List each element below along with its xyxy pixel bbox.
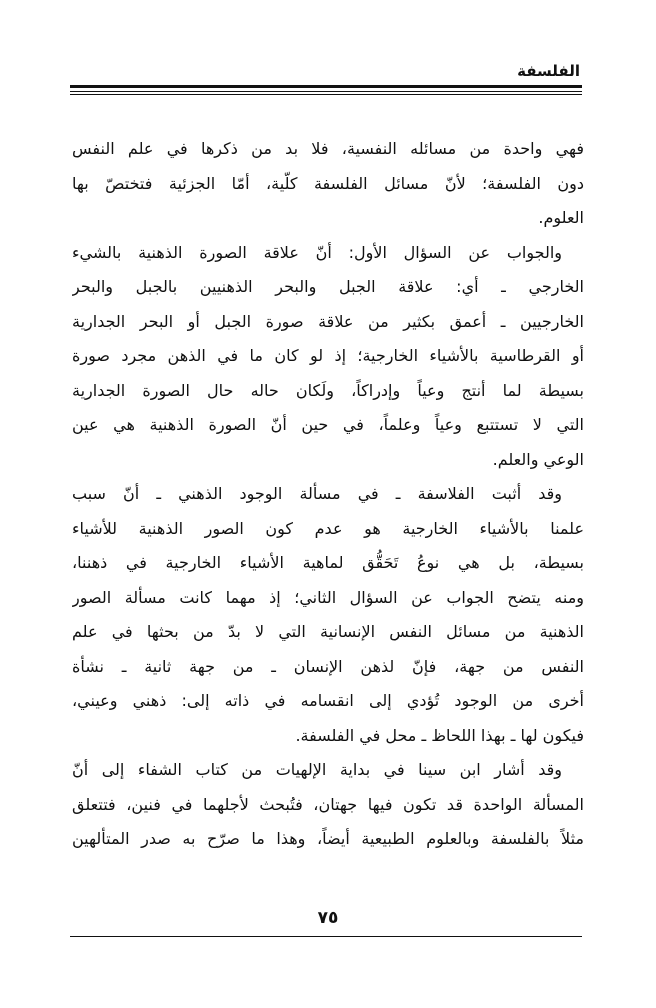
text-line: الخارجي ـ أي: علاقة الجبل والبحر الذهنيين بالجبل والبحر xyxy=(72,277,584,296)
text-line: المسألة الواحدة قد تكون فيها جهتان، فتُبحث لأجلهما في فنين، فتتعلق xyxy=(72,794,584,814)
paragraph-4 xyxy=(72,753,584,857)
text-line: دون الفلسفة؛ لأنّ مسائل الفلسفة كلّية، أمّا الجزئية فتختصّ بها xyxy=(72,173,584,193)
text-line: علمنا بالأشياء الخارجية هو عدم كون الصور الذهنية للأشياء xyxy=(72,518,584,538)
text-line: فيكون لها ـ بهذا اللحاظ ـ محل في الفلسفة. xyxy=(295,725,584,745)
page-number: ٧٥ xyxy=(317,908,339,928)
text-line: ومنه يتضح الجواب عن السؤال الثاني؛ إذ مهما كانت مسألة الصور xyxy=(72,587,584,607)
header-rule-thick xyxy=(70,85,582,88)
body-text xyxy=(72,132,584,857)
text-line: فهي واحدة من مسائله النفسية، فلا بد من ذكرها في علم النفس xyxy=(72,139,584,158)
paragraph-3 xyxy=(72,477,584,753)
text-line: وقد أثبت الفلاسفة ـ في مسألة الوجود الذهني ـ أنّ سبب xyxy=(72,484,562,503)
footer-rule xyxy=(70,936,582,937)
text-line: العلوم. xyxy=(538,208,584,227)
running-header: الفلسفة xyxy=(517,62,580,80)
text-line: التي لا تستتبع وعياً وعلماً، في حين أنّ الصورة الذهنية هي عين xyxy=(72,415,584,434)
text-line: بسيطة، بل هي نوعُ تَحَقُّق لماهية الأشياء الخارجية في ذهننا، xyxy=(72,553,584,572)
text-line: بسيطة لما أنتج وعياً وإدراكاً، ولَكان حاله حال الصورة الجدارية xyxy=(72,380,584,400)
text-line: مثلاً بالفلسفة وبالعلوم الطبيعية أيضاً، وهذا ما صرّح به صدر المتألهين xyxy=(72,829,584,848)
header-rule-thin-bottom xyxy=(70,94,582,95)
text-line: الوعي والعلم. xyxy=(492,449,584,469)
paragraph-2 xyxy=(72,236,584,478)
text-line: وقد أشار ابن سينا في بداية الإلهيات من كتاب الشفاء إلى أنّ xyxy=(72,760,562,779)
text-line: أخرى من الوجود تُؤدي إلى انقسامه في ذاته إلى: ذهني وعيني، xyxy=(72,691,584,710)
text-line: والجواب عن السؤال الأول: أنّ علاقة الصورة الذهنية بالشيء xyxy=(72,242,562,262)
text-line: الذهنية من مسائل النفس الإنسانية التي لا بدّ من بحثها في علم xyxy=(72,622,584,641)
paragraph-1 xyxy=(72,132,584,236)
text-line: النفس من جهة، فإنّ لذهن الإنسان ـ من جهة ثانية ـ نشأة xyxy=(72,656,584,676)
text-line: الخارجيين ـ أعمق بكثير من علاقة صورة الجبل أو البحر الجدارية xyxy=(72,311,584,331)
text-line: أو القرطاسية بالأشياء الخارجية؛ إذ لو كان ما في الذهن مجرد صورة xyxy=(72,346,584,365)
header-rule-thin xyxy=(70,91,582,92)
